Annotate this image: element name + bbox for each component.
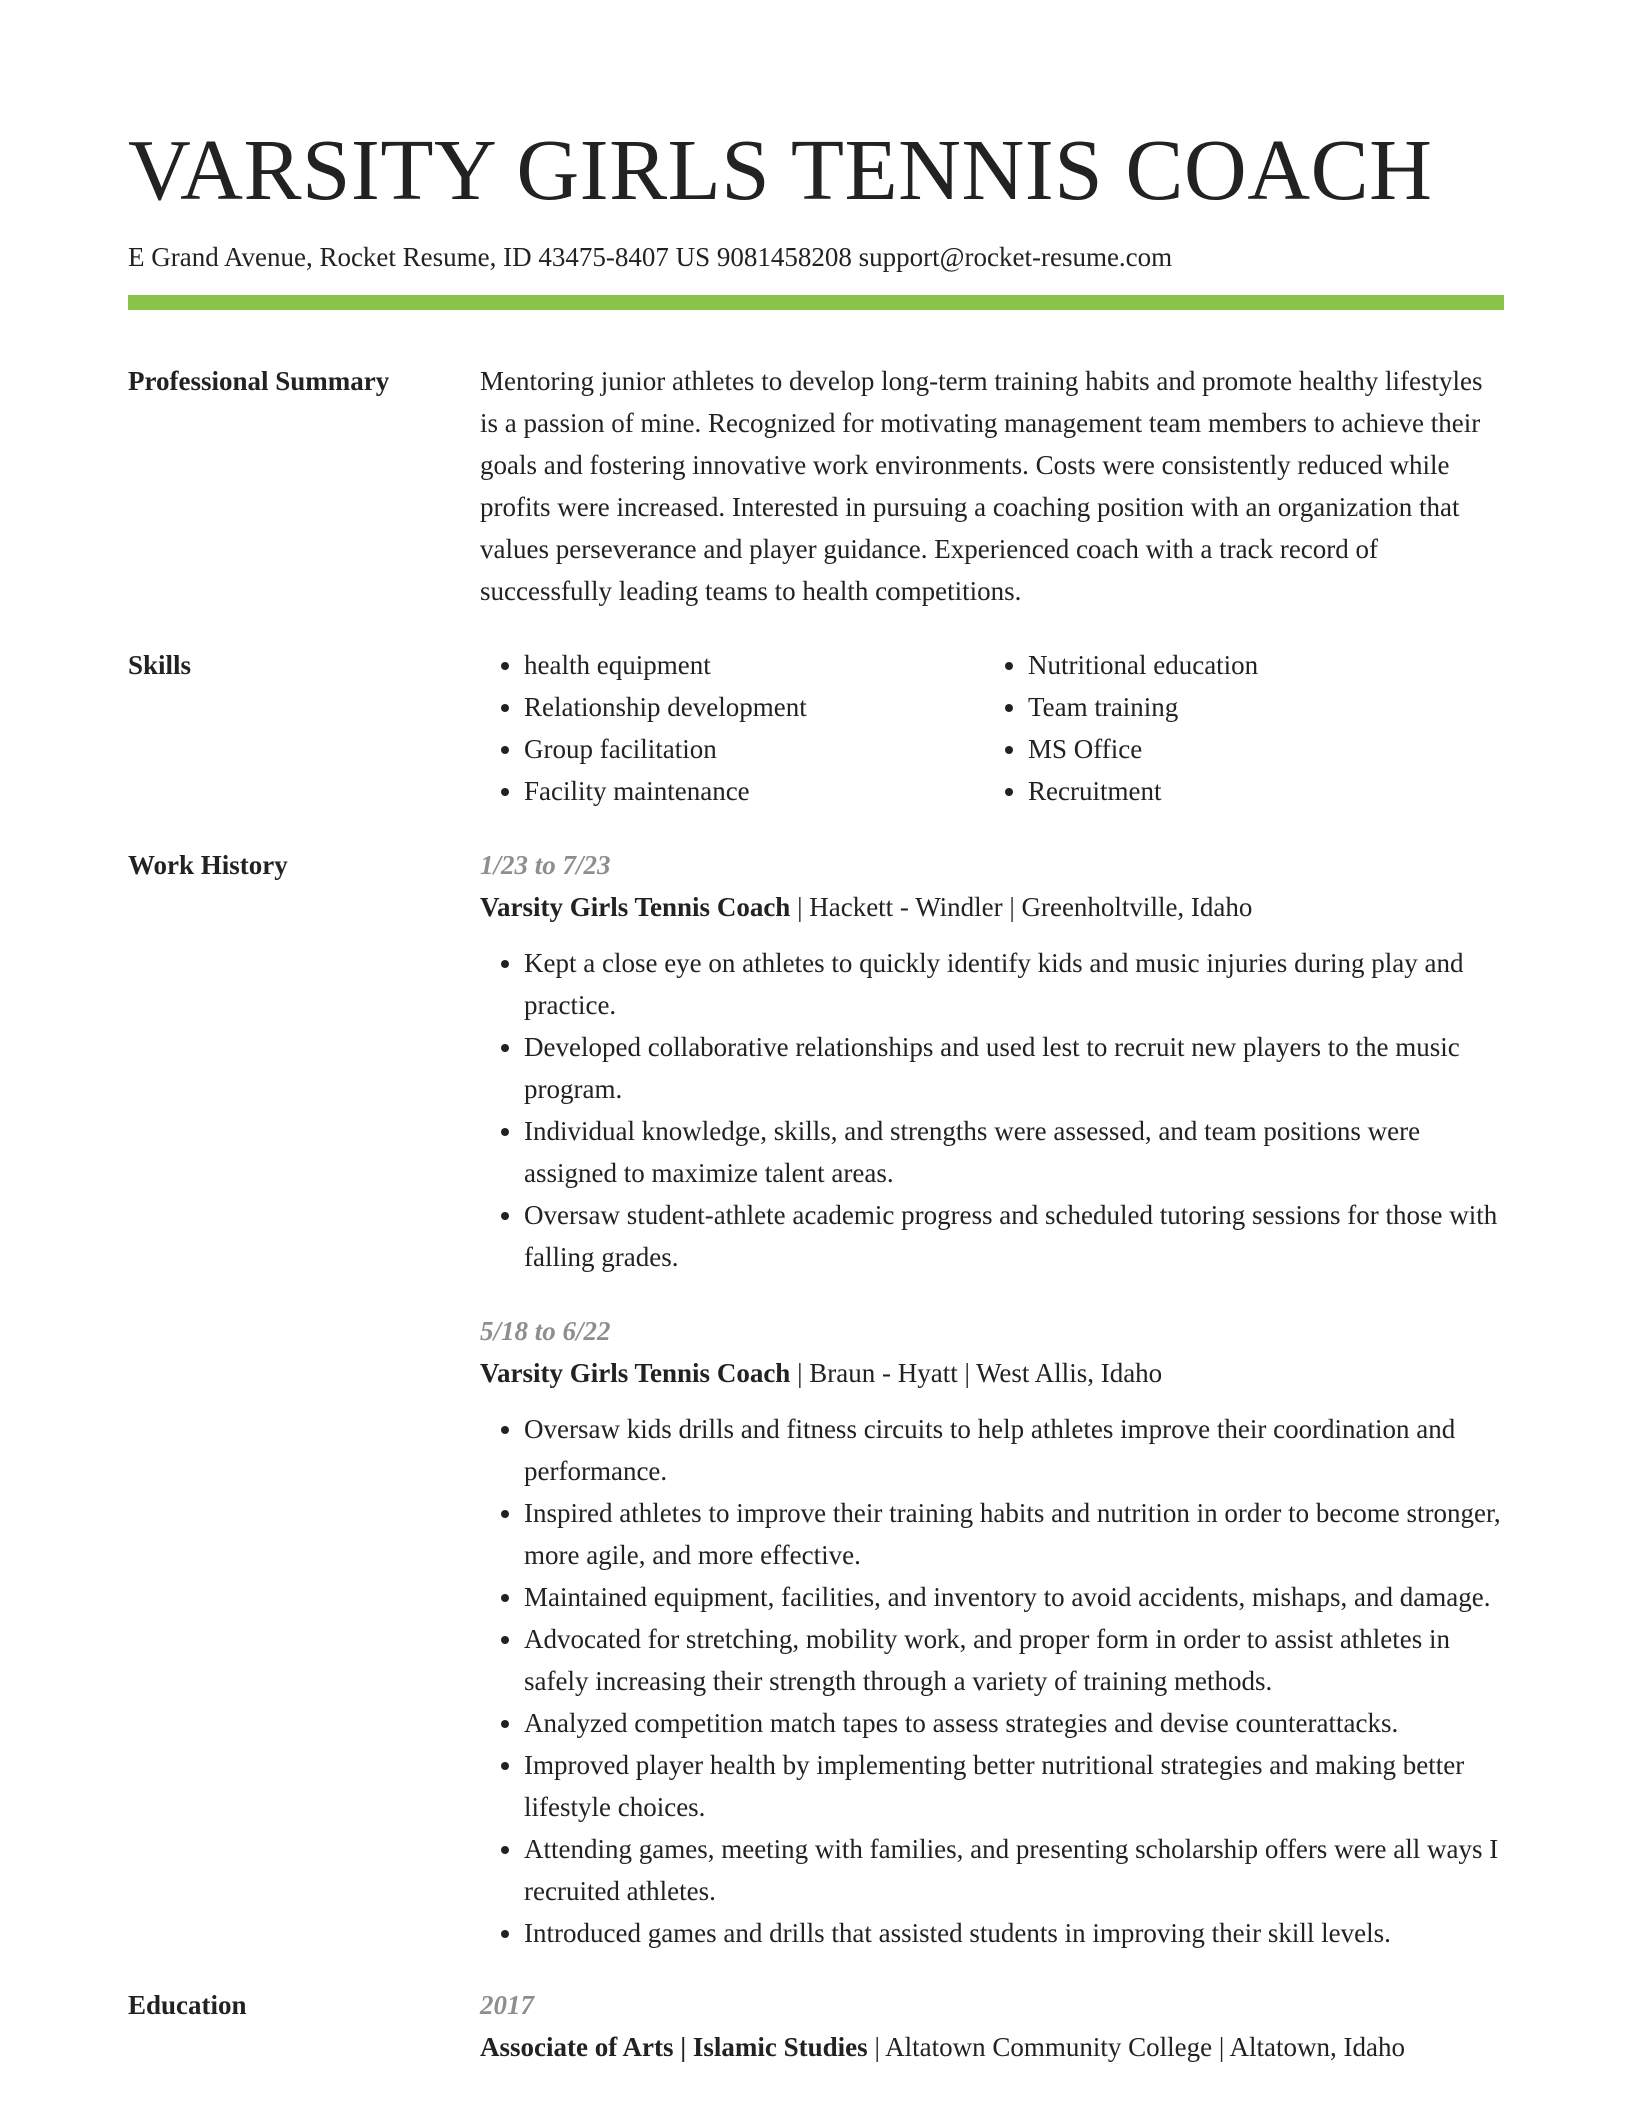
skills-grid <box>480 644 1504 812</box>
skill-item: • MS Office <box>1028 728 1488 770</box>
job-title: Varsity Girls Tennis Coach <box>480 892 791 922</box>
skill-item: • Group facilitation <box>524 728 984 770</box>
job-bullet: • Advocated for stretching, mobility work, and proper form in order to assist athletes in safely increasing their strength through a variety of training methods. <box>524 1618 1504 1702</box>
job-bullet: • Introduced games and drills that assisted students in improving their skill levels. <box>524 1912 1504 1954</box>
work-history-section <box>128 844 1504 1954</box>
skill-item: • Nutritional education <box>1028 644 1488 686</box>
skill-item: • health equipment <box>524 644 984 686</box>
job-title-line <box>480 1352 1504 1394</box>
skill-item: • Facility maintenance <box>524 770 984 812</box>
job-bullet: • Analyzed competition match tapes to assess strategies and devise counterattacks. <box>524 1702 1504 1744</box>
education-section <box>128 1984 1504 2068</box>
education-degree: Associate of Arts | Islamic Studies <box>480 2032 868 2062</box>
summary-section <box>128 360 1504 612</box>
education-year: 2017 <box>480 1990 534 2020</box>
summary-text: Mentoring junior athletes to develop long-term training habits and promote healthy lifestyles is a passion of mine. Recognized for motivating management team members to achieve their goals and fostering innovative work environments. Costs were consistently reduced while profits were increased. Interested in pursuing a coaching position with an organization that values perseverance and player guidance. Experienced coach with a track record of successfully leading teams to health competitions. <box>480 366 1483 606</box>
skill-item: • Relationship development <box>524 686 984 728</box>
job-bullet: • Attending games, meeting with families, and presenting scholarship offers were all ways I recruited athletes. <box>524 1828 1504 1912</box>
job-bullet: • Improved player health by implementing better nutritional strategies and making better lifestyle choices. <box>524 1744 1504 1828</box>
job-title: Varsity Girls Tennis Coach <box>480 1358 791 1388</box>
resume-name: VARSITY GIRLS TENNIS COACH <box>128 121 1433 218</box>
job-bullet: • Individual knowledge, skills, and strengths were assessed, and team positions were assigned to maximize talent areas. <box>524 1110 1504 1194</box>
education-line <box>480 2026 1504 2068</box>
job-employer-location: | Braun - Hyatt | West Allis, Idaho <box>790 1358 1163 1388</box>
job-title-line <box>480 886 1504 928</box>
skills-section <box>128 644 1504 812</box>
skill-item: • Team training <box>1028 686 1488 728</box>
job-bullets <box>480 942 1504 1278</box>
section-label-skills: Skills <box>128 650 192 680</box>
section-label-summary: Professional Summary <box>128 366 390 396</box>
section-label-education: Education <box>128 1990 247 2020</box>
job-bullet: • Inspired athletes to improve their training habits and nutrition in order to become stronger, more agile, and more effective. <box>524 1492 1504 1576</box>
job-bullet: • Developed collaborative relationships and used lest to recruit new players to the music program. <box>524 1026 1504 1110</box>
job-entry <box>480 1310 1504 1954</box>
job-dates: 5/18 to 6/22 <box>480 1316 611 1346</box>
job-bullet: • Oversaw kids drills and fitness circuits to help athletes improve their coordination and performance. <box>524 1408 1504 1492</box>
job-bullets <box>480 1408 1504 1954</box>
job-bullet: • Kept a close eye on athletes to quickly identify kids and music injuries during play and practice. <box>524 942 1504 1026</box>
header-divider <box>128 295 1504 310</box>
section-label-work-history: Work History <box>128 850 288 880</box>
job-bullet: • Maintained equipment, facilities, and inventory to avoid accidents, mishaps, and damage. <box>524 1576 1504 1618</box>
skills-list-right <box>984 644 1488 812</box>
job-employer-location: | Hackett - Windler | Greenholtville, Idaho <box>790 892 1253 922</box>
job-dates: 1/23 to 7/23 <box>480 850 611 880</box>
skills-list-left <box>480 644 984 812</box>
education-school-location: | Altatown Community College | Altatown, Idaho <box>867 2032 1405 2062</box>
skill-item: • Recruitment <box>1028 770 1488 812</box>
job-entry <box>480 844 1504 1278</box>
contact-info: E Grand Avenue, Rocket Resume, ID 43475-8407 US 9081458208 support@rocket-resume.com <box>128 242 1173 272</box>
job-bullet: • Oversaw student-athlete academic progress and scheduled tutoring sessions for those with falling grades. <box>524 1194 1504 1278</box>
